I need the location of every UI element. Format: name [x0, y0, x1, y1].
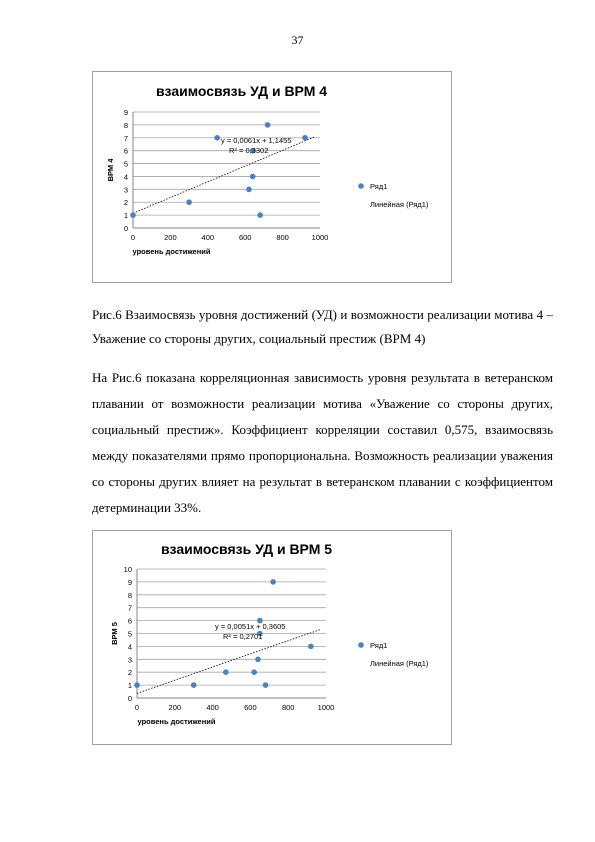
- chart1-xtick-label: 600: [238, 233, 252, 242]
- chart2-legend-marker: [358, 642, 364, 648]
- chart2-trend-r2: R² = 0,2701: [223, 632, 263, 641]
- chart2-ytick-label: 4: [127, 642, 132, 652]
- chart2-xlabel: уровень достижений: [137, 717, 216, 726]
- chart2-ytick-label: 8: [127, 590, 132, 600]
- chart2-trend-equation: y = 0,0051x + 0,3605: [215, 622, 286, 631]
- chart2-xtick-label: 0: [134, 703, 140, 712]
- chart1-point: [186, 199, 192, 205]
- chart2-title: взаимосвязь УД и ВРМ 5: [160, 541, 333, 557]
- chart1-ytick-label: 8: [123, 120, 128, 130]
- chart2-point: [134, 682, 140, 688]
- chart1-legend-marker: [358, 183, 364, 189]
- chart2-point: [251, 669, 257, 675]
- chart1-ytick-label: 6: [123, 146, 128, 156]
- chart1-ytick-label: 5: [123, 159, 128, 169]
- chart2-point: [308, 644, 314, 650]
- chart2-point: [191, 682, 197, 688]
- chart1-ytick-label: 2: [123, 198, 128, 208]
- chart2-ytick-label: 7: [127, 603, 132, 613]
- chart1-xlabel: уровень достижений: [132, 247, 211, 256]
- chart1-legend-trend: Линейная (Ряд1): [370, 200, 429, 209]
- chart2-point: [270, 579, 276, 585]
- chart2-ylabel: ВРМ 5: [110, 622, 119, 645]
- chart2-ytick-label: 10: [123, 565, 132, 574]
- chart2-legend-series: Ряд1: [370, 641, 388, 650]
- chart1-ytick-label: 0: [123, 224, 128, 233]
- chart2-ytick-label: 9: [127, 577, 132, 587]
- chart1-trendline: [133, 137, 314, 213]
- chart1-point: [130, 212, 136, 218]
- chart1-ytick-label: 3: [123, 185, 128, 195]
- chart1-xtick-label: 400: [201, 233, 215, 242]
- chart1-trend-r2: R² = 0,3302: [229, 146, 269, 155]
- chart1-point: [214, 135, 220, 141]
- chart1-point: [265, 122, 271, 128]
- chart2-ytick-label: 0: [127, 694, 132, 703]
- chart2-xtick-label: 200: [168, 703, 182, 712]
- chart2-ytick-label: 2: [127, 668, 132, 678]
- chart2-point: [255, 657, 261, 663]
- chart1-xtick-label: 800: [276, 233, 289, 242]
- chart1-ytick-label: 7: [123, 133, 128, 143]
- chart-vrm5: [92, 530, 452, 745]
- chart2-xtick-label: 800: [281, 703, 295, 712]
- chart2-xtick-label: 600: [244, 703, 257, 712]
- chart-vrm5-svg: [93, 531, 451, 744]
- chart1-xtick-label: 200: [164, 233, 177, 242]
- page-number: 37: [291, 33, 304, 47]
- chart2-point: [263, 682, 269, 688]
- chart1-ylabel: ВРМ 4: [106, 158, 115, 182]
- chart2-ytick-label: 1: [127, 681, 132, 691]
- chart1-xtick-label: 1000: [311, 233, 329, 242]
- chart1-xtick-label: 0: [130, 233, 136, 242]
- chart1-title: взаимосвязь УД и ВРМ 4: [155, 83, 328, 99]
- chart1-ytick-label: 9: [123, 108, 128, 117]
- chart2-ytick-label: 6: [127, 616, 132, 626]
- chart1-point: [250, 174, 256, 180]
- chart2-legend-trend: Линейная (Ряд1): [370, 659, 429, 668]
- chart2-ytick-label: 3: [127, 655, 132, 665]
- chart-vrm4-svg: [93, 72, 451, 282]
- chart1-ytick-label: 1: [123, 211, 128, 221]
- chart2-xtick-label: 1000: [317, 703, 335, 712]
- chart1-legend-series: Ряд1: [370, 182, 388, 191]
- chart1-ytick-label: 4: [123, 172, 128, 182]
- chart1-point: [257, 212, 263, 218]
- chart-vrm4: [92, 71, 452, 283]
- chart1-point: [302, 135, 308, 141]
- figure-caption: Рис.6 Взаимосвязь уровня достижений (УД) и возможности реализации мотива 4 – Уважение со стороны других, социальный престиж (ВРМ 4): [92, 307, 553, 346]
- chart2-ytick-label: 5: [127, 629, 132, 639]
- chart2-point: [223, 669, 229, 675]
- body-paragraph: На Рис.6 показана корреляционная зависимость уровня результата в ветеранском плавании от возможности реализации мотива «Уважение со стороны других, социальный престиж». Коэффициент корреляции составил 0,575, взаимосвязь между показателями прямо пропорциональна. Возможность реализации уважения со стороны других влияет на результат в ветеранском плавании с коэффициентом детерминации 33%.: [92, 370, 553, 515]
- chart2-xtick-label: 400: [206, 703, 219, 712]
- chart1-point: [246, 187, 252, 193]
- chart1-trend-equation: y = 0,0061x + 1,1455: [221, 136, 292, 145]
